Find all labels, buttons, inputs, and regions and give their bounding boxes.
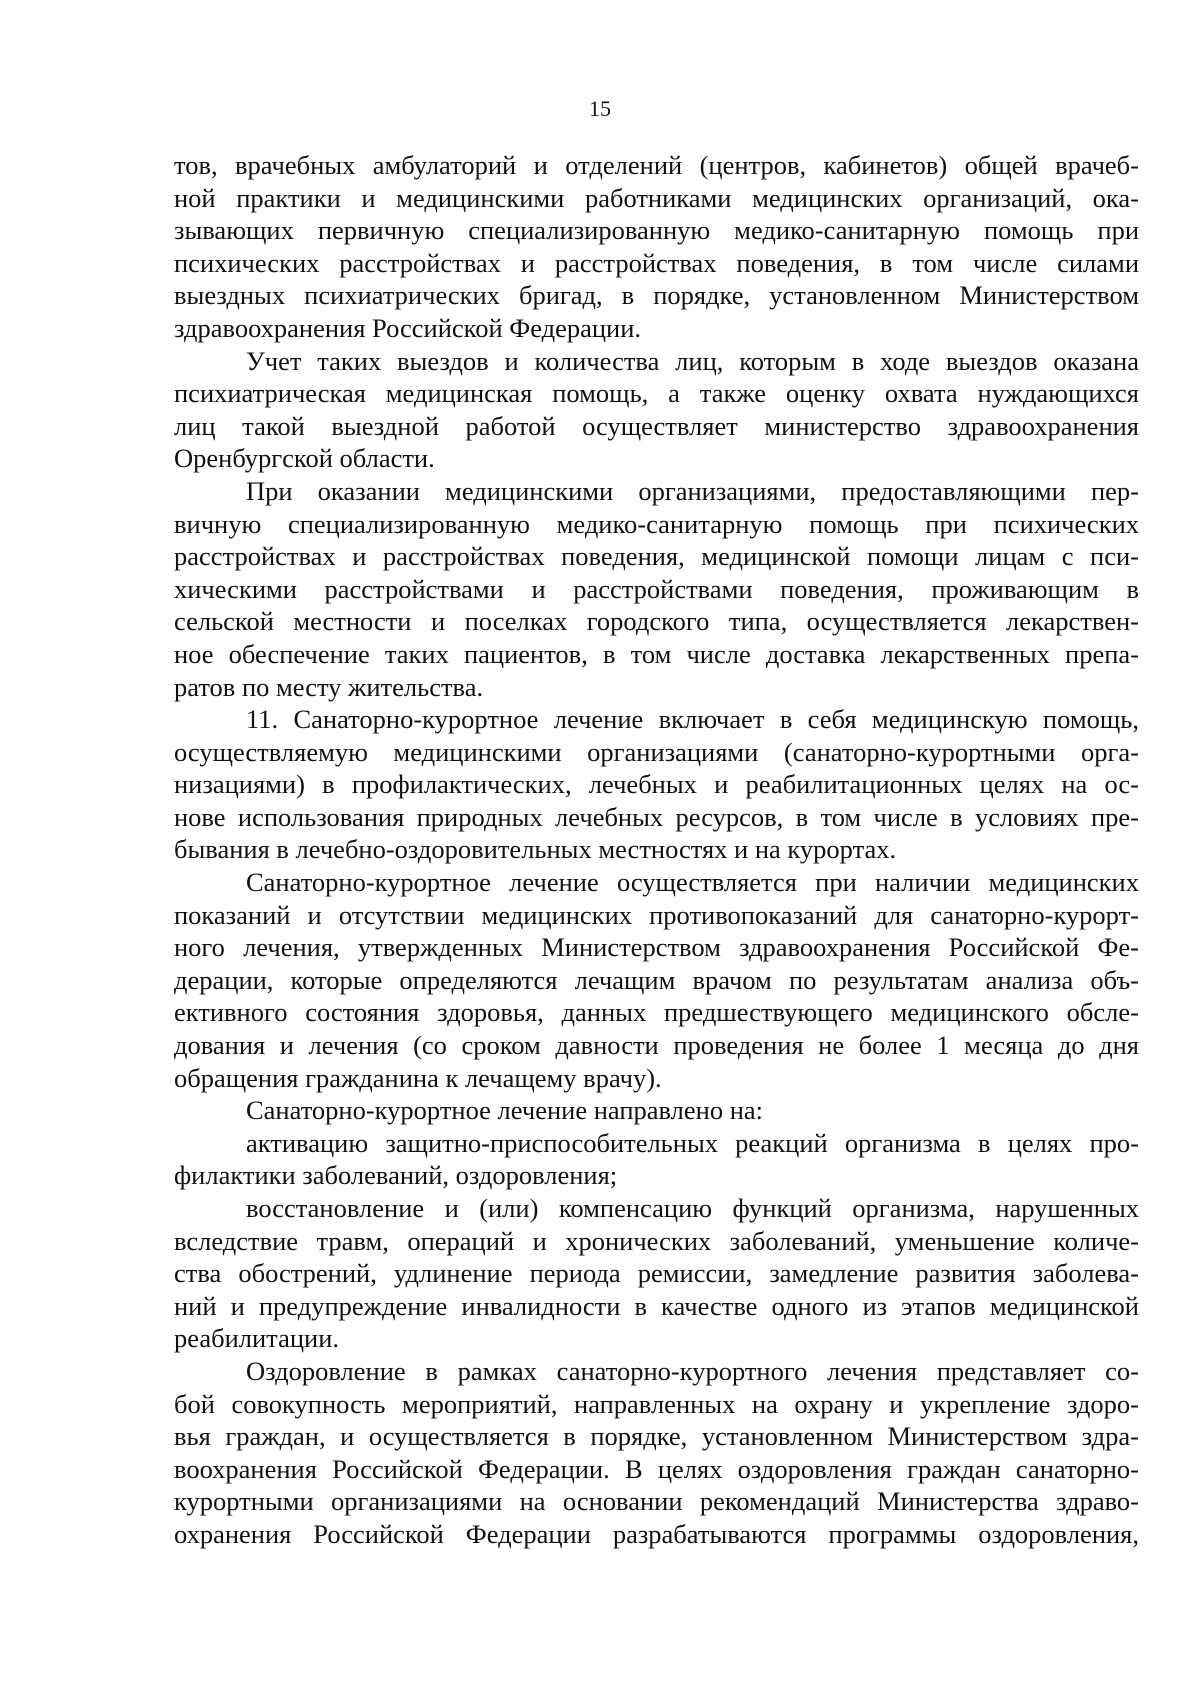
text-line: филактики заболеваний, оздоровления; xyxy=(174,1160,618,1191)
text-line: бой совокупность мероприятий, направленных на охрану и укрепление здоро- xyxy=(174,1388,1139,1419)
text-line: ного лечения, утвержденных Министерством здравоохранения Российской Фе- xyxy=(174,932,1139,963)
text-line: ний и предупреждение инвалидности в качестве одного из этапов медицинской xyxy=(174,1290,1139,1321)
text-line: нове использования природных лечебных ресурсов, в том числе в условиях пре- xyxy=(174,801,1139,832)
text-line: сельской местности и поселках городского типа, осуществляется лекарствен- xyxy=(174,606,1139,637)
text-line: дерации, которые определяются лечащим врачом по результатам анализа объ- xyxy=(174,964,1139,995)
text-line: выездных психиатрических бригад, в порядке, установленном Министерством xyxy=(174,280,1139,311)
text-line: осуществляемую медицинскими организациями (санаторно-курортными орга- xyxy=(174,736,1139,767)
text-line: вья граждан, и осуществляется в порядке, установленном Министерством здра- xyxy=(174,1421,1139,1452)
text-line: курортными организациями на основании рекомендаций Министерства здраво- xyxy=(174,1486,1139,1517)
text-line: лиц такой выездной работой осуществляет министерство здравоохранения xyxy=(174,410,1139,441)
text-line: расстройствах и расстройствах поведения, медицинской помощи лицам с пси- xyxy=(174,541,1139,572)
text-line: обращения гражданина к лечащему врачу). xyxy=(174,1062,662,1093)
text-line: ективного состояния здоровья, данных предшествующего медицинского обсле- xyxy=(174,997,1139,1028)
paragraph xyxy=(174,703,1139,866)
paragraph xyxy=(174,345,1139,475)
page-number: 15 xyxy=(589,96,611,121)
paragraph xyxy=(174,1192,1139,1355)
paragraph xyxy=(174,1127,1139,1192)
text-line: Оздоровление в рамках санаторно-курортного лечения представляет со- xyxy=(246,1355,1139,1386)
text-line: ства обострений, удлинение периода ремиссии, замедление развития заболева- xyxy=(174,1258,1139,1289)
text-line: охранения Российской Федерации разрабатываются программы оздоровления, xyxy=(174,1518,1139,1549)
paragraph xyxy=(174,1355,1139,1551)
text-line: хическими расстройствами и расстройствами поведения, проживающим в xyxy=(174,573,1139,604)
paragraph xyxy=(174,475,1139,703)
text-line: ратов по месту жительства. xyxy=(174,671,484,702)
text-line: Санаторно-курортное лечение направлено на: xyxy=(246,1095,764,1126)
text-line: психических расстройствах и расстройствах поведения, в том числе силами xyxy=(174,247,1139,278)
text-line: Санаторно-курортное лечение осуществляется при наличии медицинских xyxy=(246,867,1139,898)
text-line: низациями) в профилактических, лечебных и реабилитационных целях на ос- xyxy=(174,769,1139,800)
text-line: ной практики и медицинскими работниками медицинских организаций, ока- xyxy=(174,182,1139,213)
text-line: воохранения Российской Федерации. В целях оздоровления граждан санаторно- xyxy=(174,1453,1139,1484)
text-line: Оренбургской области. xyxy=(174,443,435,474)
text-line: Учет таких выездов и количества лиц, которым в ходе выездов оказана xyxy=(246,345,1139,376)
text-line: восстановление и (или) компенсацию функций организма, нарушенных xyxy=(246,1193,1139,1223)
text-line: бывания в лечебно-оздоровительных местностях и на курортах. xyxy=(174,834,897,865)
text-line: дования и лечения (со сроком давности проведения не более 1 месяца до дня xyxy=(174,1030,1139,1061)
text-line: вичную специализированную медико-санитарную помощь при психических xyxy=(174,508,1139,539)
text-line: показаний и отсутствии медицинских противопоказаний для санаторно-курорт- xyxy=(174,899,1139,930)
text-line: активацию защитно-приспособительных реакций организма в целях про- xyxy=(246,1127,1139,1158)
text-line: здравоохранения Российской Федерации. xyxy=(174,312,642,343)
paragraph xyxy=(174,866,1139,1094)
text-line: При оказании медицинскими организациями, предоставляющими пер- xyxy=(246,475,1139,506)
paragraph xyxy=(174,1094,1139,1127)
text-line: реабилитации. xyxy=(174,1323,340,1354)
text-line: психиатрическая медицинская помощь, а также оценку охвата нуждающихся xyxy=(174,378,1139,409)
text-line: 11. Санаторно-курортное лечение включает в себя медицинскую помощь, xyxy=(246,704,1139,735)
document-body xyxy=(174,149,1139,1551)
paragraph xyxy=(174,149,1139,345)
text-line: ное обеспечение таких пациентов, в том числе доставка лекарственных препа- xyxy=(174,638,1139,669)
text-line: тов, врачебных амбулаторий и отделений (центров, кабинетов) общей врачеб- xyxy=(174,150,1139,180)
text-line: зывающих первичную специализированную медико-санитарную помощь при xyxy=(174,215,1139,246)
text-line: вследствие травм, операций и хронических заболеваний, уменьшение количе- xyxy=(174,1225,1139,1256)
